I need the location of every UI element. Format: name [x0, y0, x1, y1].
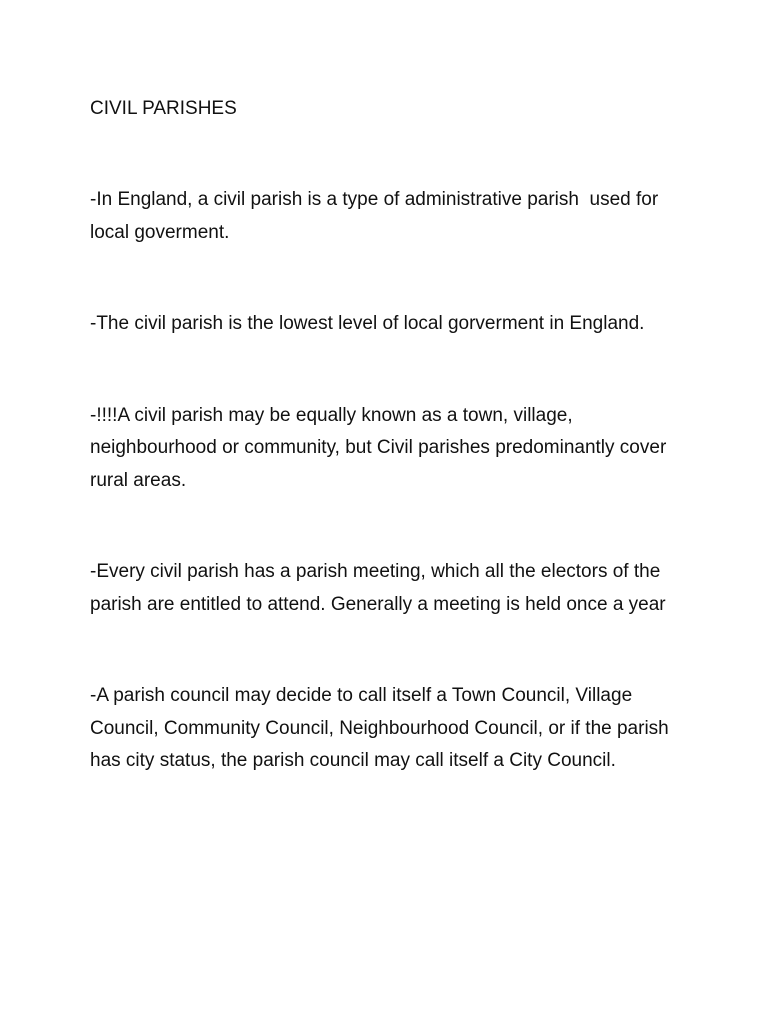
paragraph-parish-meeting: -Every civil parish has a parish meeting, which all the electors of the parish are entitled to attend. Generally a meeting is held once a year	[90, 561, 666, 615]
paragraph-definition: -In England, a civil parish is a type of administrative parish used for local goverment.	[90, 189, 664, 243]
paragraph-town-village: -!!!!A civil parish may be equally known as a town, village, neighbourhood or community, but Civil parishes predominantly cover rural areas.	[90, 404, 672, 491]
paragraph-lowest-level: -The civil parish is the lowest level of local gorverment in England.	[90, 313, 645, 334]
document-title: CIVIL PARISHES	[90, 98, 237, 119]
paragraph-parish-council: -A parish council may decide to call itself a Town Council, Village Council, Community Council, Neighbourhood Council, or if the parish has city status, the parish council may call itself a City Council.	[90, 685, 675, 771]
document-body	[90, 92, 690, 778]
